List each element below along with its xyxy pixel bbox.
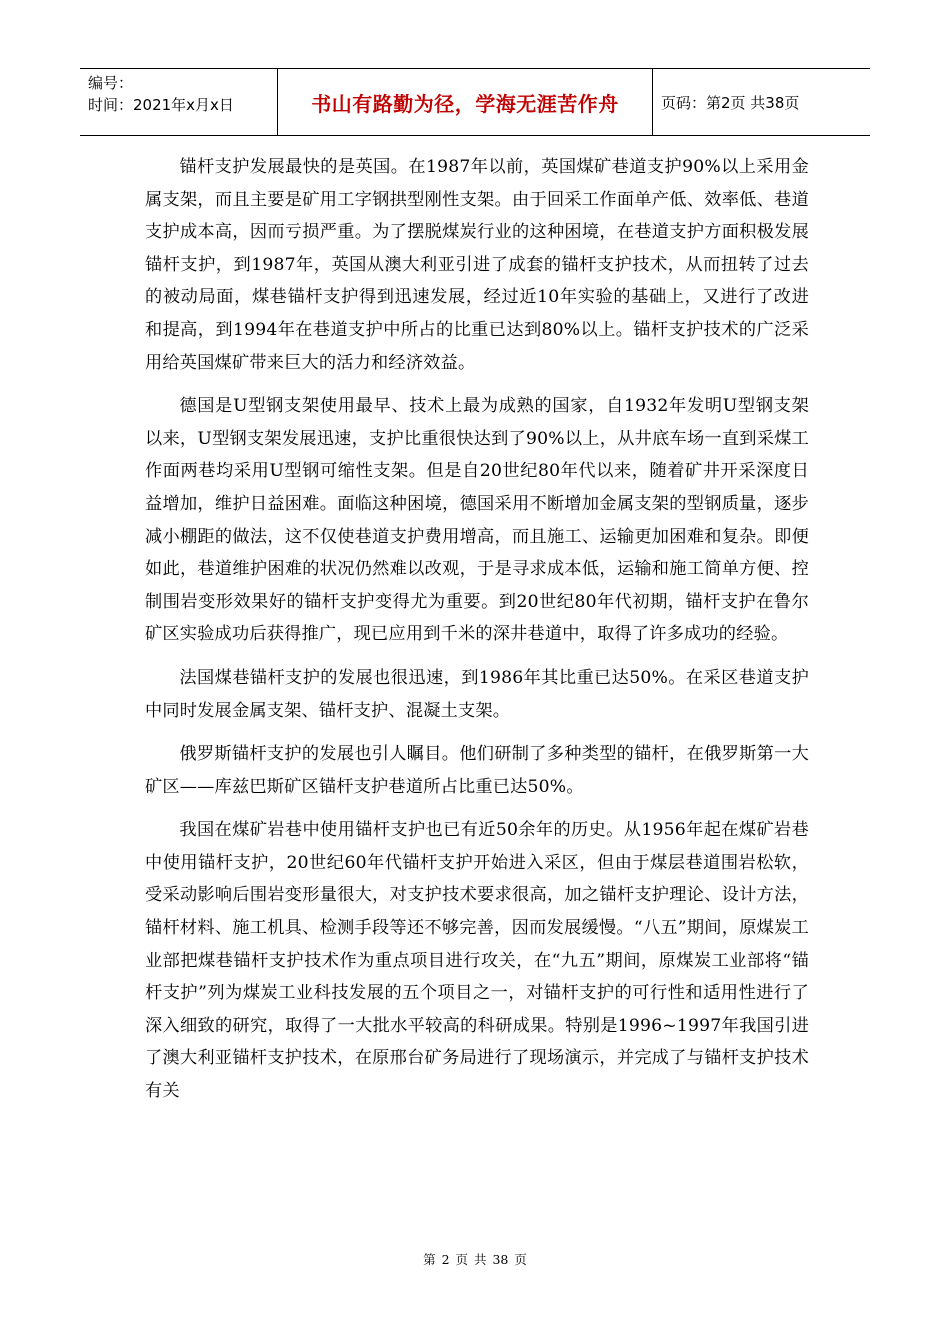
header-motto: 书山有路勤为径，学海无涯苦作舟 (278, 69, 653, 135)
page-footer: 第 2 页 共 38 页 (423, 1252, 527, 1267)
paragraph-china: 我国在煤矿岩巷中使用锚杆支护也已有近50余年的历史。从1956年起在煤矿岩巷中使用锚杆支护，20世纪60年代锚杆支护开始进入采区，但由于煤层巷道围岩松软，受采动影响后围岩变形量很大，对支护技术要求很高，加之锚杆支护理论、设计方法，锚杆材料、施工机具、检测手段等还不够完善，因而发展缓慢。“八五”期间，原煤炭工业部把煤巷锚杆支护技术作为重点项目进行攻关，在“九五”期间，原煤炭工业部将“锚杆支护”列为煤炭工业科技发展的五个项目之一，对锚杆支护的可行性和适用性进行了深入细致的研究，取得了一大批水平较高的科研成果。特别是1996~1997年我国引进了澳大利亚锚杆支护技术，在原邢台矿务局进行了现场演示，并完成了与锚杆支护技术有关 (145, 820, 809, 1102)
number-label: 编号： (88, 74, 134, 92)
header-page-info: 页码：第2页 共38页 (661, 93, 800, 112)
paragraph-germany: 德国是U型钢支架使用最早、技术上最为成熟的国家，自1932年发明U型钢支架以来，U型钢支架发展迅速，支护比重很快达到了90%以上，从井底车场一直到采煤工作面两巷均采用U型钢可缩性支架。但是自20世纪80年代以来，随着矿井开采深度日益增加，维护日益困难。面临这种困境，德国采用不断增加金属支架的型钢质量，逐步减小棚距的做法，这不仅使巷道支护费用增高，而且施工、运输更加困难和复杂。即便如此，巷道维护困难的状况仍然难以改观，于是寻求成本低，运输和施工简单方便、控制围岩变形效果好的锚杆支护变得尤为重要。到20世纪80年代初期，锚杆支护在鲁尔矿区实验成功后获得推广，现已应用到千米的深井巷道中，取得了许多成功的经验。 (145, 396, 809, 645)
page-header (80, 68, 870, 136)
date-label: 时间：2021年x月x日 (88, 96, 234, 114)
header-meta (80, 69, 278, 135)
paragraph-uk: 锚杆支护发展最快的是英国。在1987年以前，英国煤矿巷道支护90%以上采用金属支架，而且主要是矿用工字钢拱型刚性支架。由于回采工作面单产低、效率低、巷道支护成本高，因而亏损严重。为了摆脱煤炭行业的这种困境，在巷道支护方面积极发展锚杆支护，到1987年，英国从澳大利亚引进了成套的锚杆支护技术，从而扭转了过去的被动局面，煤巷锚杆支护得到迅速发展，经过近10年实验的基础上，又进行了改进和提高，到1994年在巷道支护中所占的比重已达到80%以上。锚杆支护技术的广泛采用给英国煤矿带来巨大的活力和经济效益。 (145, 157, 809, 373)
paragraph-russia: 俄罗斯锚杆支护的发展也引人瞩目。他们研制了多种类型的锚杆，在俄罗斯第一大矿区——库兹巴斯矿区锚杆支护巷道所占比重已达50%。 (145, 744, 809, 797)
paragraph-france: 法国煤巷锚杆支护的发展也很迅速，到1986年其比重已达50%。在采区巷道支护中同时发展金属支架、锚杆支护、混凝土支架。 (145, 667, 809, 721)
document-body (145, 151, 809, 1119)
